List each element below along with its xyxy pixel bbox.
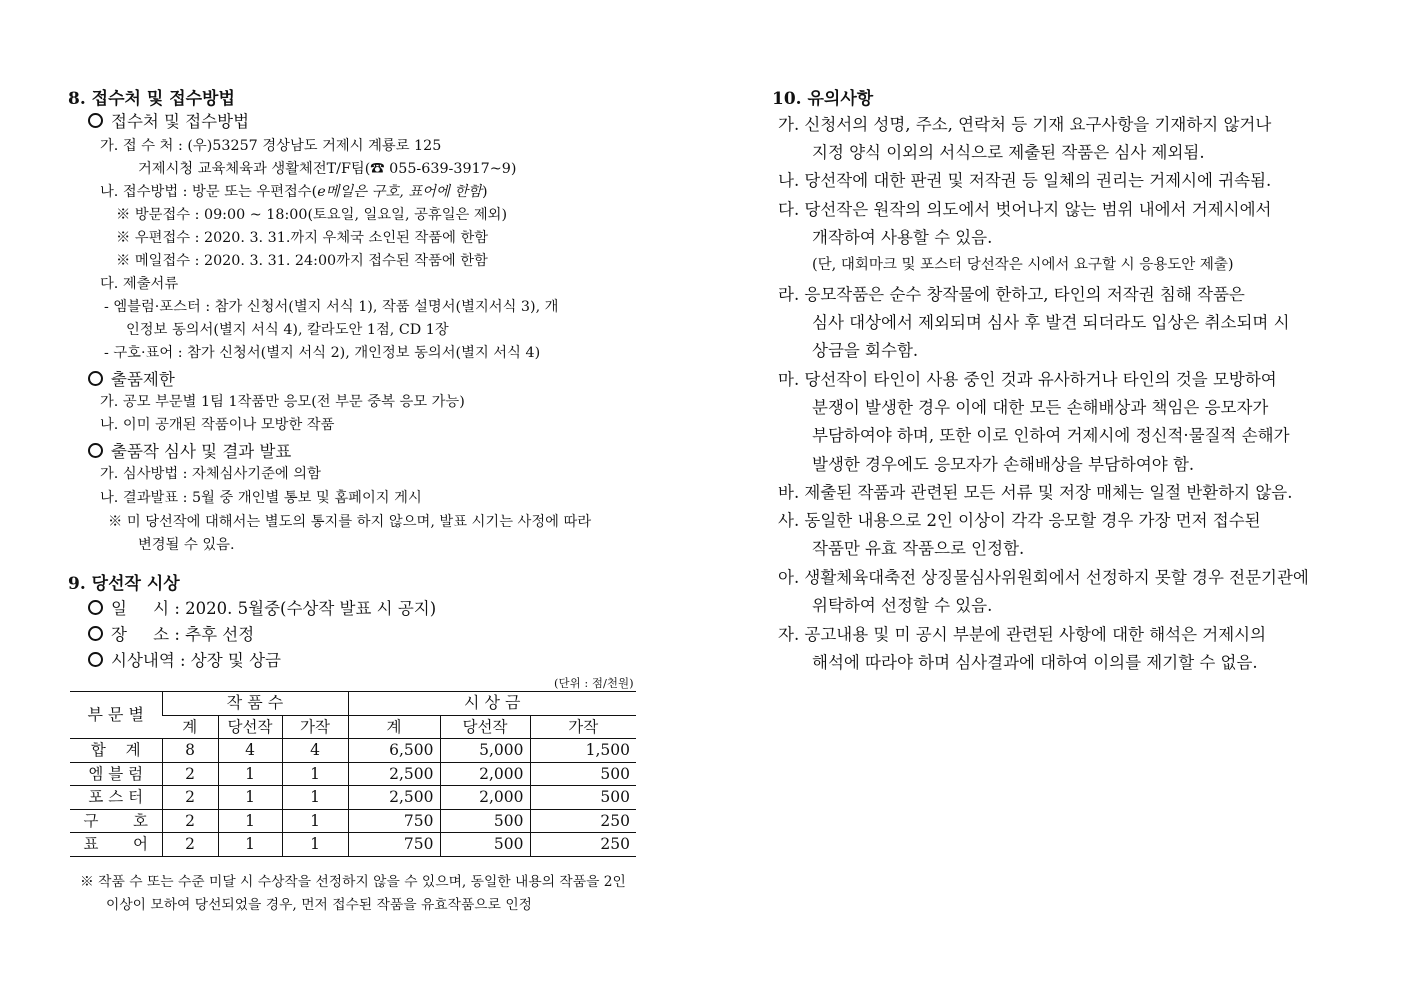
notice-line: 바. 제출된 작품과 관련된 모든 서류 및 저장 매체는 일절 반환하지 않음.: [778, 483, 1293, 502]
notice-line: 아. 생활체육대축전 상징물심사위원회에서 선정하지 못할 경우 전문기관에: [778, 568, 1309, 587]
row-label: 표 어: [70, 833, 162, 857]
award-detail: 시상내역 : 상장 및 상금: [88, 647, 281, 671]
cell: 1: [282, 833, 348, 857]
section-8-title: 8. 접수처 및 접수방법: [68, 89, 235, 109]
cell: 1: [218, 833, 282, 857]
cell: 8: [162, 739, 218, 763]
cell: 2: [162, 786, 218, 810]
circle-bullet-icon: [88, 652, 103, 667]
cell: 500: [440, 833, 530, 857]
header-works: 작 품 수: [162, 692, 348, 716]
cell: 1: [282, 786, 348, 810]
row-label: 엠 블 럼: [70, 762, 162, 786]
notice-line: 발생한 경우에도 응모자가 손해배상을 부담하여야 함.: [812, 455, 1195, 474]
header-prize: 시 상 금: [348, 692, 636, 716]
subheader-cell: 가작: [530, 715, 636, 739]
reception-method: 나. 접수방법 : 방문 또는 우편접수(e메일은 구호, 표어에 한함): [100, 184, 488, 200]
notice-line: 자. 공고내용 및 미 공시 부분에 관련된 사항에 대한 해석은 거제시의: [778, 625, 1267, 644]
cell: 5,000: [440, 739, 530, 763]
notice-line: 분쟁이 발생한 경우 이에 대한 모든 손해배상과 책임은 응모자가: [812, 398, 1269, 417]
notice-line: 라. 응모작품은 순수 창작물에 한하고, 타인의 저작권 침해 작품은: [778, 285, 1245, 304]
table-footnote-cont: 이상이 모하여 당선되었을 경우, 먼저 접수된 작품을 유효작품으로 인정: [106, 897, 532, 913]
cell: 1: [282, 809, 348, 833]
cell: 250: [530, 809, 636, 833]
table-row: [70, 833, 636, 857]
cell: 750: [348, 809, 440, 833]
circle-bullet-icon: [88, 626, 103, 641]
cell: 1: [218, 762, 282, 786]
phone-icon: ☎: [370, 161, 385, 177]
notice-line: 마. 당선작이 타인이 사용 중인 것과 유사하거나 타인의 것을 모방하여: [778, 370, 1277, 389]
cell: 1: [218, 786, 282, 810]
row-label: 포 스 터: [70, 786, 162, 810]
notice-line: 작품만 유효 작품으로 인정함.: [812, 539, 1025, 558]
review-result: 나. 결과발표 : 5월 중 개인별 통보 및 홈페이지 게시: [100, 490, 422, 506]
table-footnote: ※ 작품 수 또는 수준 미달 시 수상작을 선정하지 않을 수 있으며, 동일한 내용의 작품을 2인: [80, 874, 626, 890]
cell: 250: [530, 833, 636, 857]
subheader-cell: 가작: [282, 715, 348, 739]
award-date: 일 시 : 2020. 5월중(수상작 발표 시 공지): [88, 595, 436, 619]
documents-slogan: - 구호·표어 : 참가 신청서(별지 서식 2), 개인정보 동의서(별지 서식 4): [104, 345, 541, 361]
bullet-reception: 접수처 및 접수방법: [88, 108, 249, 132]
section-10-title: 10. 유의사항: [772, 89, 874, 109]
circle-bullet-icon: [88, 113, 103, 128]
cell: 750: [348, 833, 440, 857]
notice-line: 심사 대상에서 제외되며 심사 후 발견 되더라도 입상은 취소되며 시: [812, 313, 1290, 332]
review-method: 가. 심사방법 : 자체심사기준에 의함: [100, 466, 321, 482]
table-row: [70, 762, 636, 786]
cell: 500: [530, 762, 636, 786]
cell: 2: [162, 833, 218, 857]
notice-line: 개작하여 사용할 수 있음.: [812, 228, 993, 247]
restriction-b: 나. 이미 공개된 작품이나 모방한 작품: [100, 417, 335, 433]
notice-line: 해석에 따라야 하며 심사결과에 대하여 이의를 제기할 수 없음.: [812, 653, 1258, 672]
review-note: ※ 미 당선작에 대해서는 별도의 통지를 하지 않으며, 발표 시기는 사정에 따라: [108, 514, 592, 530]
documents-emblem: - 엠블럼·포스터 : 참가 신청서(별지 서식 1), 작품 설명서(별지서식 3), 개: [104, 299, 559, 315]
cell: 2,500: [348, 786, 440, 810]
bullet-restriction: 출품제한: [88, 366, 175, 390]
row-label: 구 호: [70, 809, 162, 833]
cell: 2,500: [348, 762, 440, 786]
cell: 2: [162, 809, 218, 833]
notice-line: (단, 대회마크 및 포스터 당선작은 시에서 요구할 시 응용도안 제출): [812, 257, 1234, 273]
subheader-cell: 계: [348, 715, 440, 739]
header-division: 부 문 별: [70, 692, 162, 739]
cell: 500: [530, 786, 636, 810]
cell: 4: [282, 739, 348, 763]
section-9-title: 9. 당선작 시상: [68, 574, 180, 594]
notice-line: 부담하여야 하며, 또한 이로 인하여 거제시에 정신적·물질적 손해가: [812, 426, 1290, 445]
table-header-row: [70, 692, 636, 716]
note-visit: ※ 방문접수 : 09:00 ~ 18:00(토요일, 일요일, 공휴일은 제외): [116, 207, 508, 223]
review-note-cont: 변경될 수 있음.: [138, 537, 235, 553]
reception-office: 거제시청 교육체육과 생활체전T/F팀(☎ 055-639-3917~9): [138, 161, 517, 177]
cell: 1,500: [530, 739, 636, 763]
notice-line: 지정 양식 이외의 서식으로 제출된 작품은 심사 제외됨.: [812, 143, 1205, 162]
cell: 2: [162, 762, 218, 786]
award-table: [70, 691, 636, 857]
subheader-cell: 당선작: [440, 715, 530, 739]
notice-line: 상금을 회수함.: [812, 341, 919, 360]
notice-line: 사. 동일한 내용으로 2인 이상이 각각 응모할 경우 가장 먼저 접수된: [778, 511, 1261, 530]
notice-line: 위탁하여 선정할 수 있음.: [812, 596, 993, 615]
cell: 6,500: [348, 739, 440, 763]
table-row: [70, 739, 636, 763]
note-email: ※ 메일접수 : 2020. 3. 31. 24:00까지 접수된 작품에 한함: [116, 253, 488, 269]
cell: 1: [282, 762, 348, 786]
reception-address: 가. 접 수 처 : (우)53257 경상남도 거제시 계룡로 125: [100, 138, 442, 154]
subheader-cell: 당선작: [218, 715, 282, 739]
documents-heading: 다. 제출서류: [100, 276, 179, 292]
cell: 2,000: [440, 786, 530, 810]
note-mail: ※ 우편접수 : 2020. 3. 31.까지 우체국 소인된 작품에 한함: [116, 230, 489, 246]
circle-bullet-icon: [88, 600, 103, 615]
bullet-review: 출품작 심사 및 결과 발표: [88, 438, 291, 462]
circle-bullet-icon: [88, 443, 103, 458]
award-place: 장 소 : 추후 선정: [88, 621, 254, 645]
row-label: 합 계: [70, 739, 162, 763]
unit-note: (단위 : 점/천원): [554, 676, 634, 690]
notice-line: 다. 당선작은 원작의 의도에서 벗어나지 않는 범위 내에서 거제시에서: [778, 200, 1272, 219]
cell: 2,000: [440, 762, 530, 786]
table-row: [70, 786, 636, 810]
cell: 4: [218, 739, 282, 763]
restriction-a: 가. 공모 부문별 1팀 1작품만 응모(전 부문 중복 응모 가능): [100, 394, 465, 410]
notice-line: 나. 당선작에 대한 판권 및 저작권 등 일체의 권리는 거제시에 귀속됨.: [778, 171, 1272, 190]
table-row: [70, 809, 636, 833]
circle-bullet-icon: [88, 371, 103, 386]
cell: 1: [218, 809, 282, 833]
notice-line: 가. 신청서의 성명, 주소, 연락처 등 기재 요구사항을 기재하지 않거나: [778, 115, 1272, 134]
documents-emblem-cont: 인정보 동의서(별지 서식 4), 칼라도안 1점, CD 1장: [126, 322, 449, 338]
subheader-cell: 계: [162, 715, 218, 739]
cell: 500: [440, 809, 530, 833]
